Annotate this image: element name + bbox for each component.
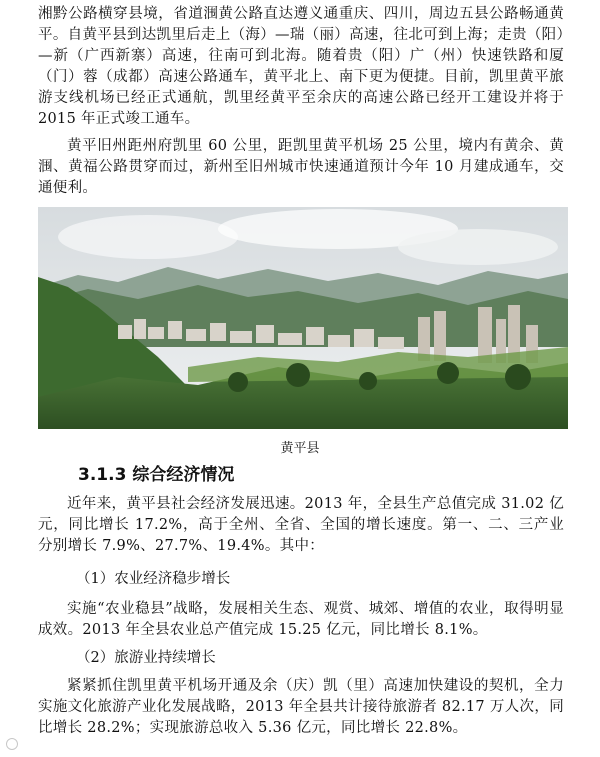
section-heading: 3.1.3 综合经济情况 bbox=[78, 465, 235, 485]
watermark bbox=[6, 738, 18, 750]
figure-caption: 黄平县 bbox=[280, 441, 320, 456]
economy-paragraph: 近年来，黄平县社会经济发展迅速。2013 年，全县生产总值完成 31.02 亿元，同比增长 17.2%，高于全州、全省、全国的增长速度。第一、二、三产业分别增长 7.9%、27.7%、19.4%。其中： bbox=[38, 496, 564, 554]
agriculture-paragraph: 实施“农业稳县”战略，发展相关生态、观赏、城郊、增值的农业，取得明显成效。2013 年全县农业总产值完成 15.25 亿元，同比增长 8.1%。 bbox=[38, 601, 564, 638]
tourism-paragraph: 紧紧抓住凯里黄平机场开通及余（庆）凯（里）高速加快建设的契机，全力实施文化旅游产业化发展战略，2013 年全县共计接待旅游者 82.17 万人次，同比增长 28.2%；实现旅游总收入 5.36 亿元，同比增长 22.8%。 bbox=[38, 678, 564, 736]
county-photo bbox=[38, 207, 568, 429]
tourism-subheading: （2）旅游业持续增长 bbox=[76, 650, 216, 666]
jiuzhou-paragraph: 黄平旧州距州府凯里 60 公里，距凯里黄平机场 25 公里，境内有黄余、黄涠、黄福公路贯穿而过，新州至旧州城市快速通道预计今年 10 月建成通车，交通便利。 bbox=[38, 138, 564, 196]
transport-paragraph: 湘黔公路横穿县境，省道涠黄公路直达遵义通重庆、四川，周边五县公路畅通黄平。自黄平县到达凯里后走上（海）—瑞（丽）高速，往北可到上海；走贵（阳）—新（广西新寨）高速，往南可到北海。随着贵（阳）广（州）快速铁路和厦（门）蓉（成都）高速公路通车，黄平北上、南下更为便捷。目前，凯里黄平旅游支线机场已经正式通航，凯里经黄平至余庆的高速公路已经开工建设并将于 2015 年正式竣工通车。 bbox=[38, 6, 564, 127]
watermark-logo-icon bbox=[6, 738, 18, 750]
agriculture-subheading: （1）农业经济稳步增长 bbox=[76, 571, 231, 587]
county-landscape-image bbox=[38, 207, 568, 429]
